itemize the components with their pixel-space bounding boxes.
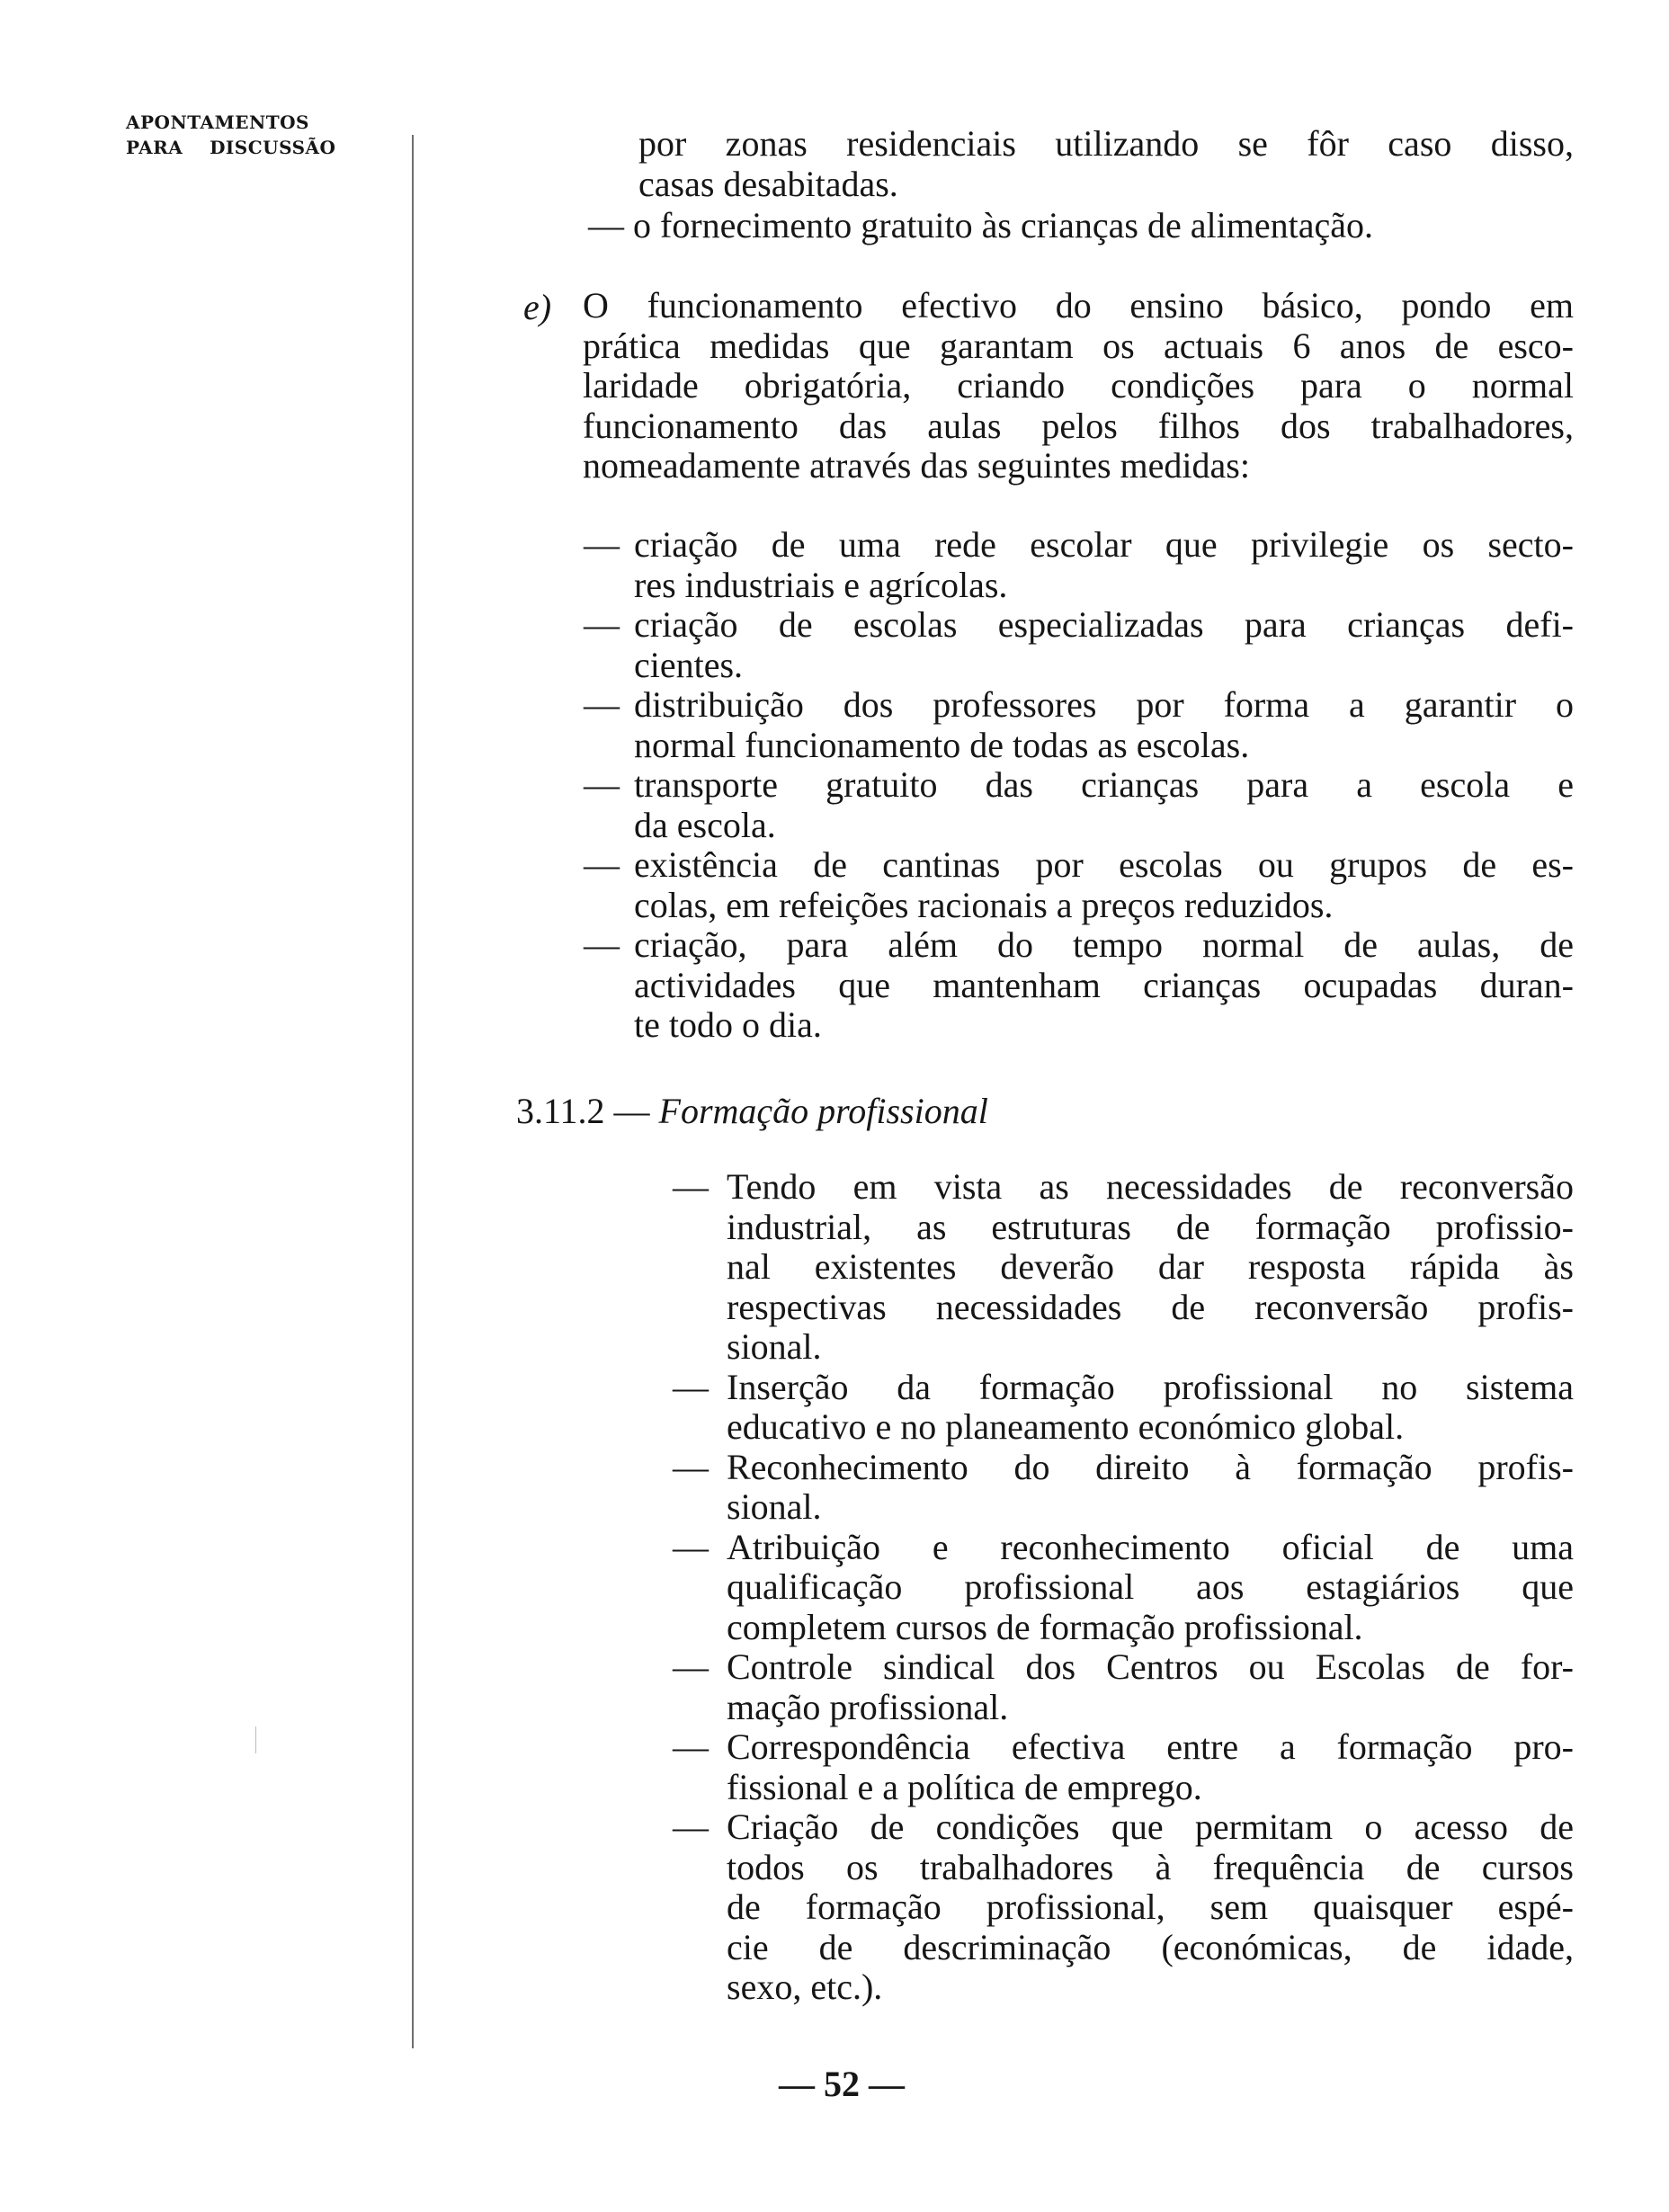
text-line: Correspondência efectiva entre a formação pro- [727,1726,1574,1767]
list-item [673,1446,1574,1528]
text-line: te todo o dia. [634,1004,822,1045]
text-line: qualificação profissional aos estagiários que [727,1566,1574,1607]
text-line: Reconhecimento do direito à formação profis- [727,1446,1574,1487]
dash-marker: — [584,844,620,885]
list-item [584,924,1574,1046]
text-line: sexo, etc.). [727,1967,883,2007]
text-line: Tendo em vista as necessidades de reconversão [727,1166,1574,1207]
running-header-line-2: PARA DISCUSSÃO [126,137,336,158]
running-header [126,110,335,160]
dash-marker: — [673,1646,709,1687]
item-marker-e: e) [523,287,552,327]
text-line: criação de escolas especializadas para crianças defi- [634,604,1574,645]
dash-item-meals: — o fornecimento gratuito às crianças de alimentação. [588,205,1373,245]
text-line: todos os trabalhadores à frequência de cursos [727,1846,1574,1887]
paragraph-e [583,286,1574,486]
dash-marker: — [584,924,620,965]
text-line: actividades que mantenham crianças ocupadas duran- [634,964,1574,1005]
text-line: educativo e no planeamento económico global. [727,1406,1405,1447]
dash-marker: — [584,764,620,805]
text-line: criação, para além do tempo normal de aulas, de [634,924,1574,965]
running-header-line-1: APONTAMENTOS [126,111,309,133]
dash-marker: — [673,1446,709,1487]
list-item [673,1646,1574,1727]
text-line: cientes. [634,644,744,685]
text-line: laridade obrigatória, criando condições para o normal [583,365,1574,406]
text-line: por zonas residenciais utilizando se fôr caso disso, [638,123,1574,164]
text-line: transporte gratuito das crianças para a escola e [634,764,1574,805]
text-line: O funcionamento efectivo do ensino básico, pondo em [583,285,1574,326]
dash-marker: — [673,1366,709,1407]
text-line: normal funcionamento de todas as escolas. [634,724,1250,765]
dash-marker: — [673,1526,709,1567]
list-item [673,1526,1574,1648]
list-item [584,764,1574,845]
dash-marker: — [584,604,620,645]
list-item [673,1166,1574,1368]
text-line: Atribuição e reconhecimento oficial de uma [727,1526,1574,1567]
list-item [673,1726,1574,1807]
list-item [584,684,1574,765]
text-line: existência de cantinas por escolas ou grupos de es- [634,844,1574,885]
text-line: casas desabitadas. [638,163,898,204]
text-line: nomeadamente através das seguintes medidas: [583,445,1250,486]
text-line: prática medidas que garantam os actuais 6 anos de esco- [583,325,1574,366]
text-line: industrial, as estruturas de formação profissio- [727,1206,1574,1247]
text-line: colas, em refeições racionais a preços reduzidos. [634,884,1334,925]
list-item [584,604,1574,685]
list-item [673,1366,1574,1448]
text-line: criação de uma rede escolar que privilegie os secto- [634,524,1574,565]
text-line: mação profissional. [727,1686,1009,1727]
margin-rule [412,135,414,2048]
text-line: nal existentes deverão dar resposta rápida às [727,1246,1574,1287]
text-line: cie de descriminação (económicas, de idade, [727,1926,1574,1967]
dash-marker: — [673,1806,709,1847]
dash-marker: — [673,1726,709,1767]
text-line: Inserção da formação profissional no sistema [727,1366,1574,1407]
page-number: — 52 — [779,2064,905,2104]
text-line: fissional e a política de emprego. [727,1766,1202,1807]
list-item [673,1806,1574,2008]
text-line: de formação profissional, sem quaisquer espé- [727,1886,1574,1927]
vocational-training-list [673,1166,1574,2008]
text-line: Controle sindical dos Centros ou Escolas de for- [727,1646,1574,1687]
scan-mark [255,1726,256,1753]
section-heading [516,1090,988,1132]
measures-list [584,524,1574,1046]
text-line: sional. [727,1486,822,1527]
dash-marker: — [584,684,620,725]
section-number: 3.11.2 — [516,1091,650,1131]
text-line: completem cursos de formação profissional. [727,1606,1363,1647]
dash-marker: — [584,524,620,565]
text-line: distribuição dos professores por forma a garantir o [634,684,1574,725]
text-line: respectivas necessidades de reconversão profis- [727,1286,1574,1327]
text-line: res industriais e agrícolas. [634,564,1008,605]
text-line: Criação de condições que permitam o acesso de [727,1806,1574,1847]
continued-paragraph [638,124,1574,204]
text-line: sional. [727,1326,822,1367]
dash-marker: — [673,1166,709,1207]
text-line: funcionamento das aulas pelos filhos dos trabalhadores, [583,405,1574,446]
list-item [584,844,1574,925]
list-item [584,524,1574,605]
section-title: Formação profissional [658,1091,988,1131]
text-line: da escola. [634,804,776,845]
